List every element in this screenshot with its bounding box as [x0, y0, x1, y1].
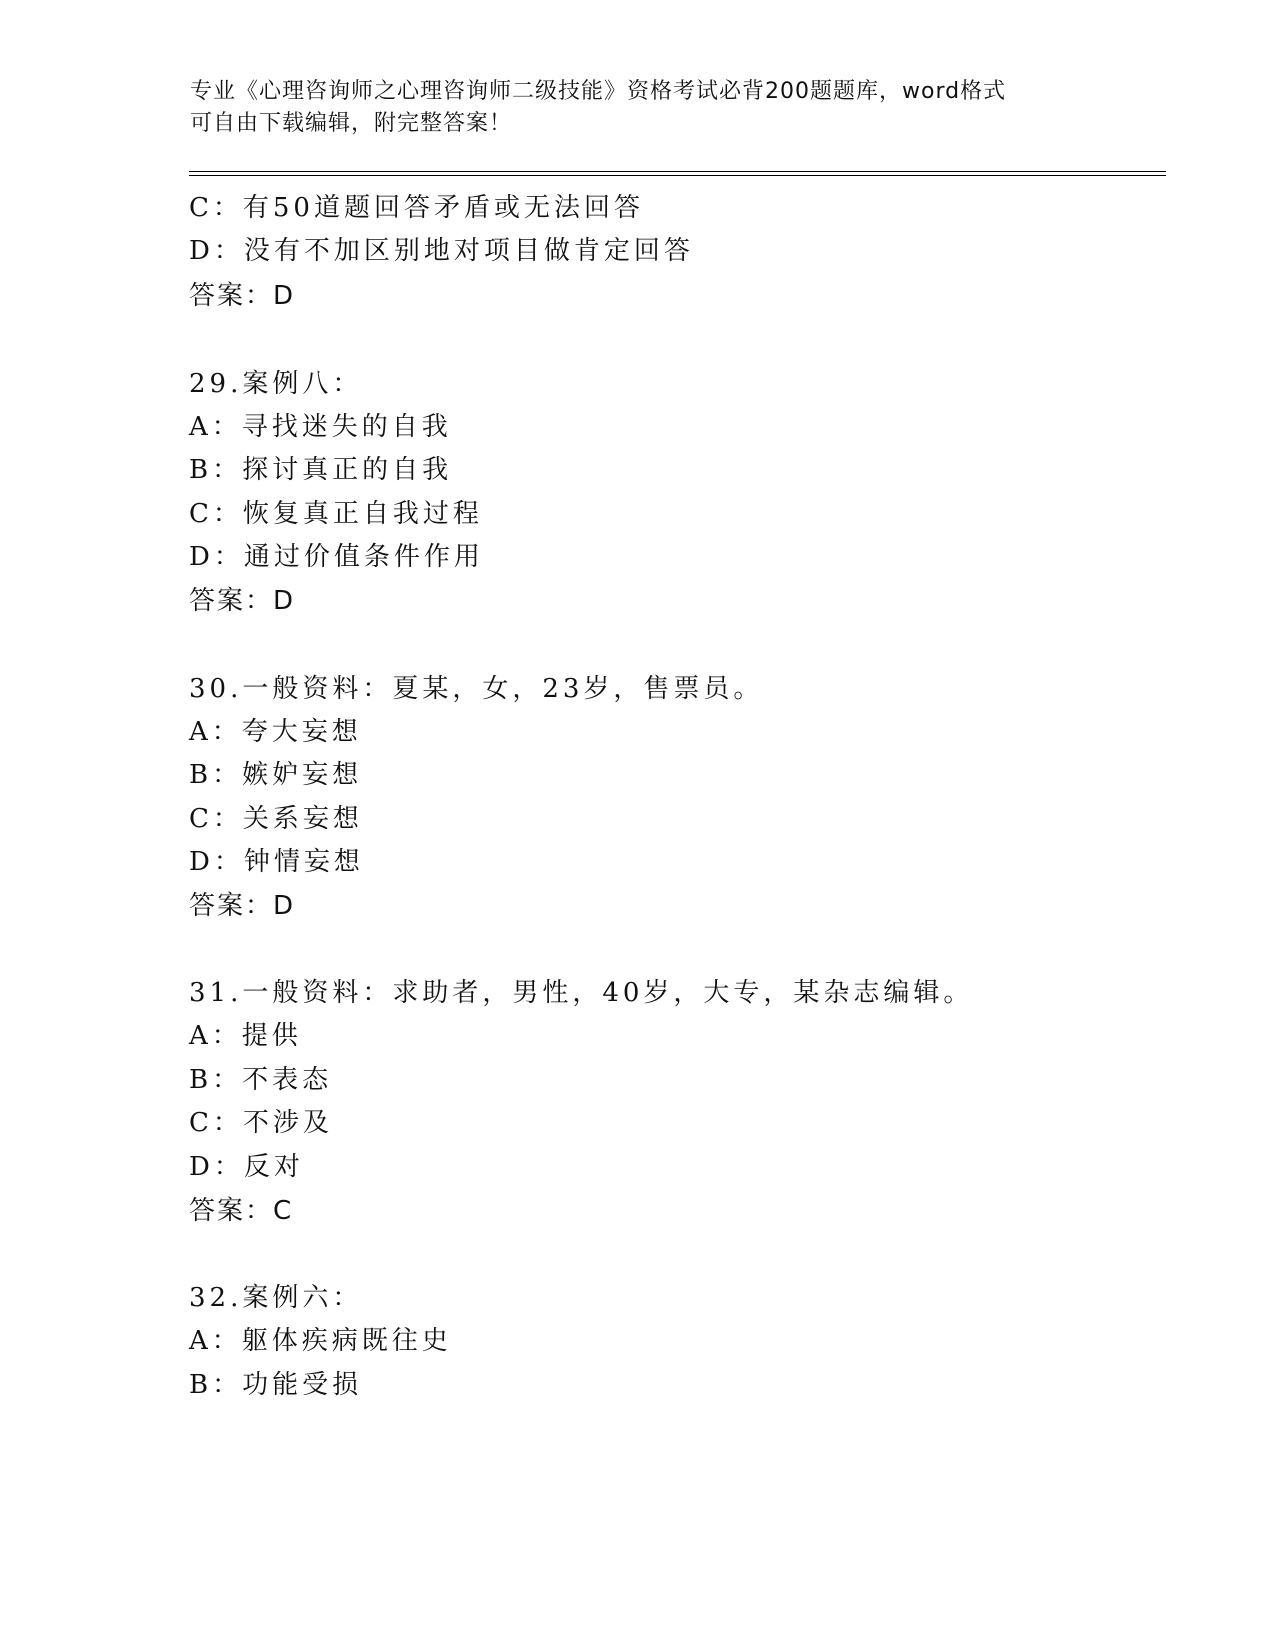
- option-b: B：功能受损: [189, 1370, 363, 1400]
- answer-line: 答案：D: [189, 891, 296, 921]
- option-d: D：没有不加区别地对项目做肯定回答: [189, 236, 694, 266]
- question-title: 29.案例八：: [189, 369, 363, 399]
- question-title: 30.一般资料：夏某，女，23岁，售票员。: [189, 674, 764, 704]
- option-a: A：躯体疾病既往史: [189, 1326, 452, 1356]
- option-c: C：有50道题回答矛盾或无法回答: [189, 193, 644, 223]
- question-title: 31.一般资料：求助者，男性，40岁，大专，某杂志编辑。: [189, 978, 974, 1008]
- option-a: A：提供: [189, 1021, 302, 1051]
- answer-line: 答案：C: [189, 1196, 294, 1226]
- option-d: D：通过价值条件作用: [189, 542, 484, 572]
- question-title: 32.案例六：: [189, 1283, 363, 1313]
- option-d: D：钟情妄想: [189, 847, 364, 877]
- header-divider-top: [189, 171, 1166, 172]
- option-b: B：探讨真正的自我: [189, 455, 453, 485]
- option-a: A：夸大妄想: [189, 717, 362, 747]
- header-line-2: 可自由下载编辑，附完整答案！: [190, 111, 513, 136]
- option-b: B：嫉妒妄想: [189, 760, 363, 790]
- option-c: C：恢复真正自我过程: [189, 499, 483, 529]
- answer-line: 答案：D: [189, 586, 296, 616]
- option-d: D：反对: [189, 1152, 304, 1182]
- header-line-1: 专业《心理咨询师之心理咨询师二级技能》资格考试必背200题题库，word格式: [190, 79, 1007, 104]
- option-c: C：关系妄想: [189, 804, 363, 834]
- option-c: C：不涉及: [189, 1108, 333, 1138]
- answer-line: 答案：D: [189, 281, 296, 311]
- header-divider-bottom: [189, 175, 1166, 176]
- option-a: A：寻找迷失的自我: [189, 412, 452, 442]
- option-b: B：不表态: [189, 1065, 333, 1095]
